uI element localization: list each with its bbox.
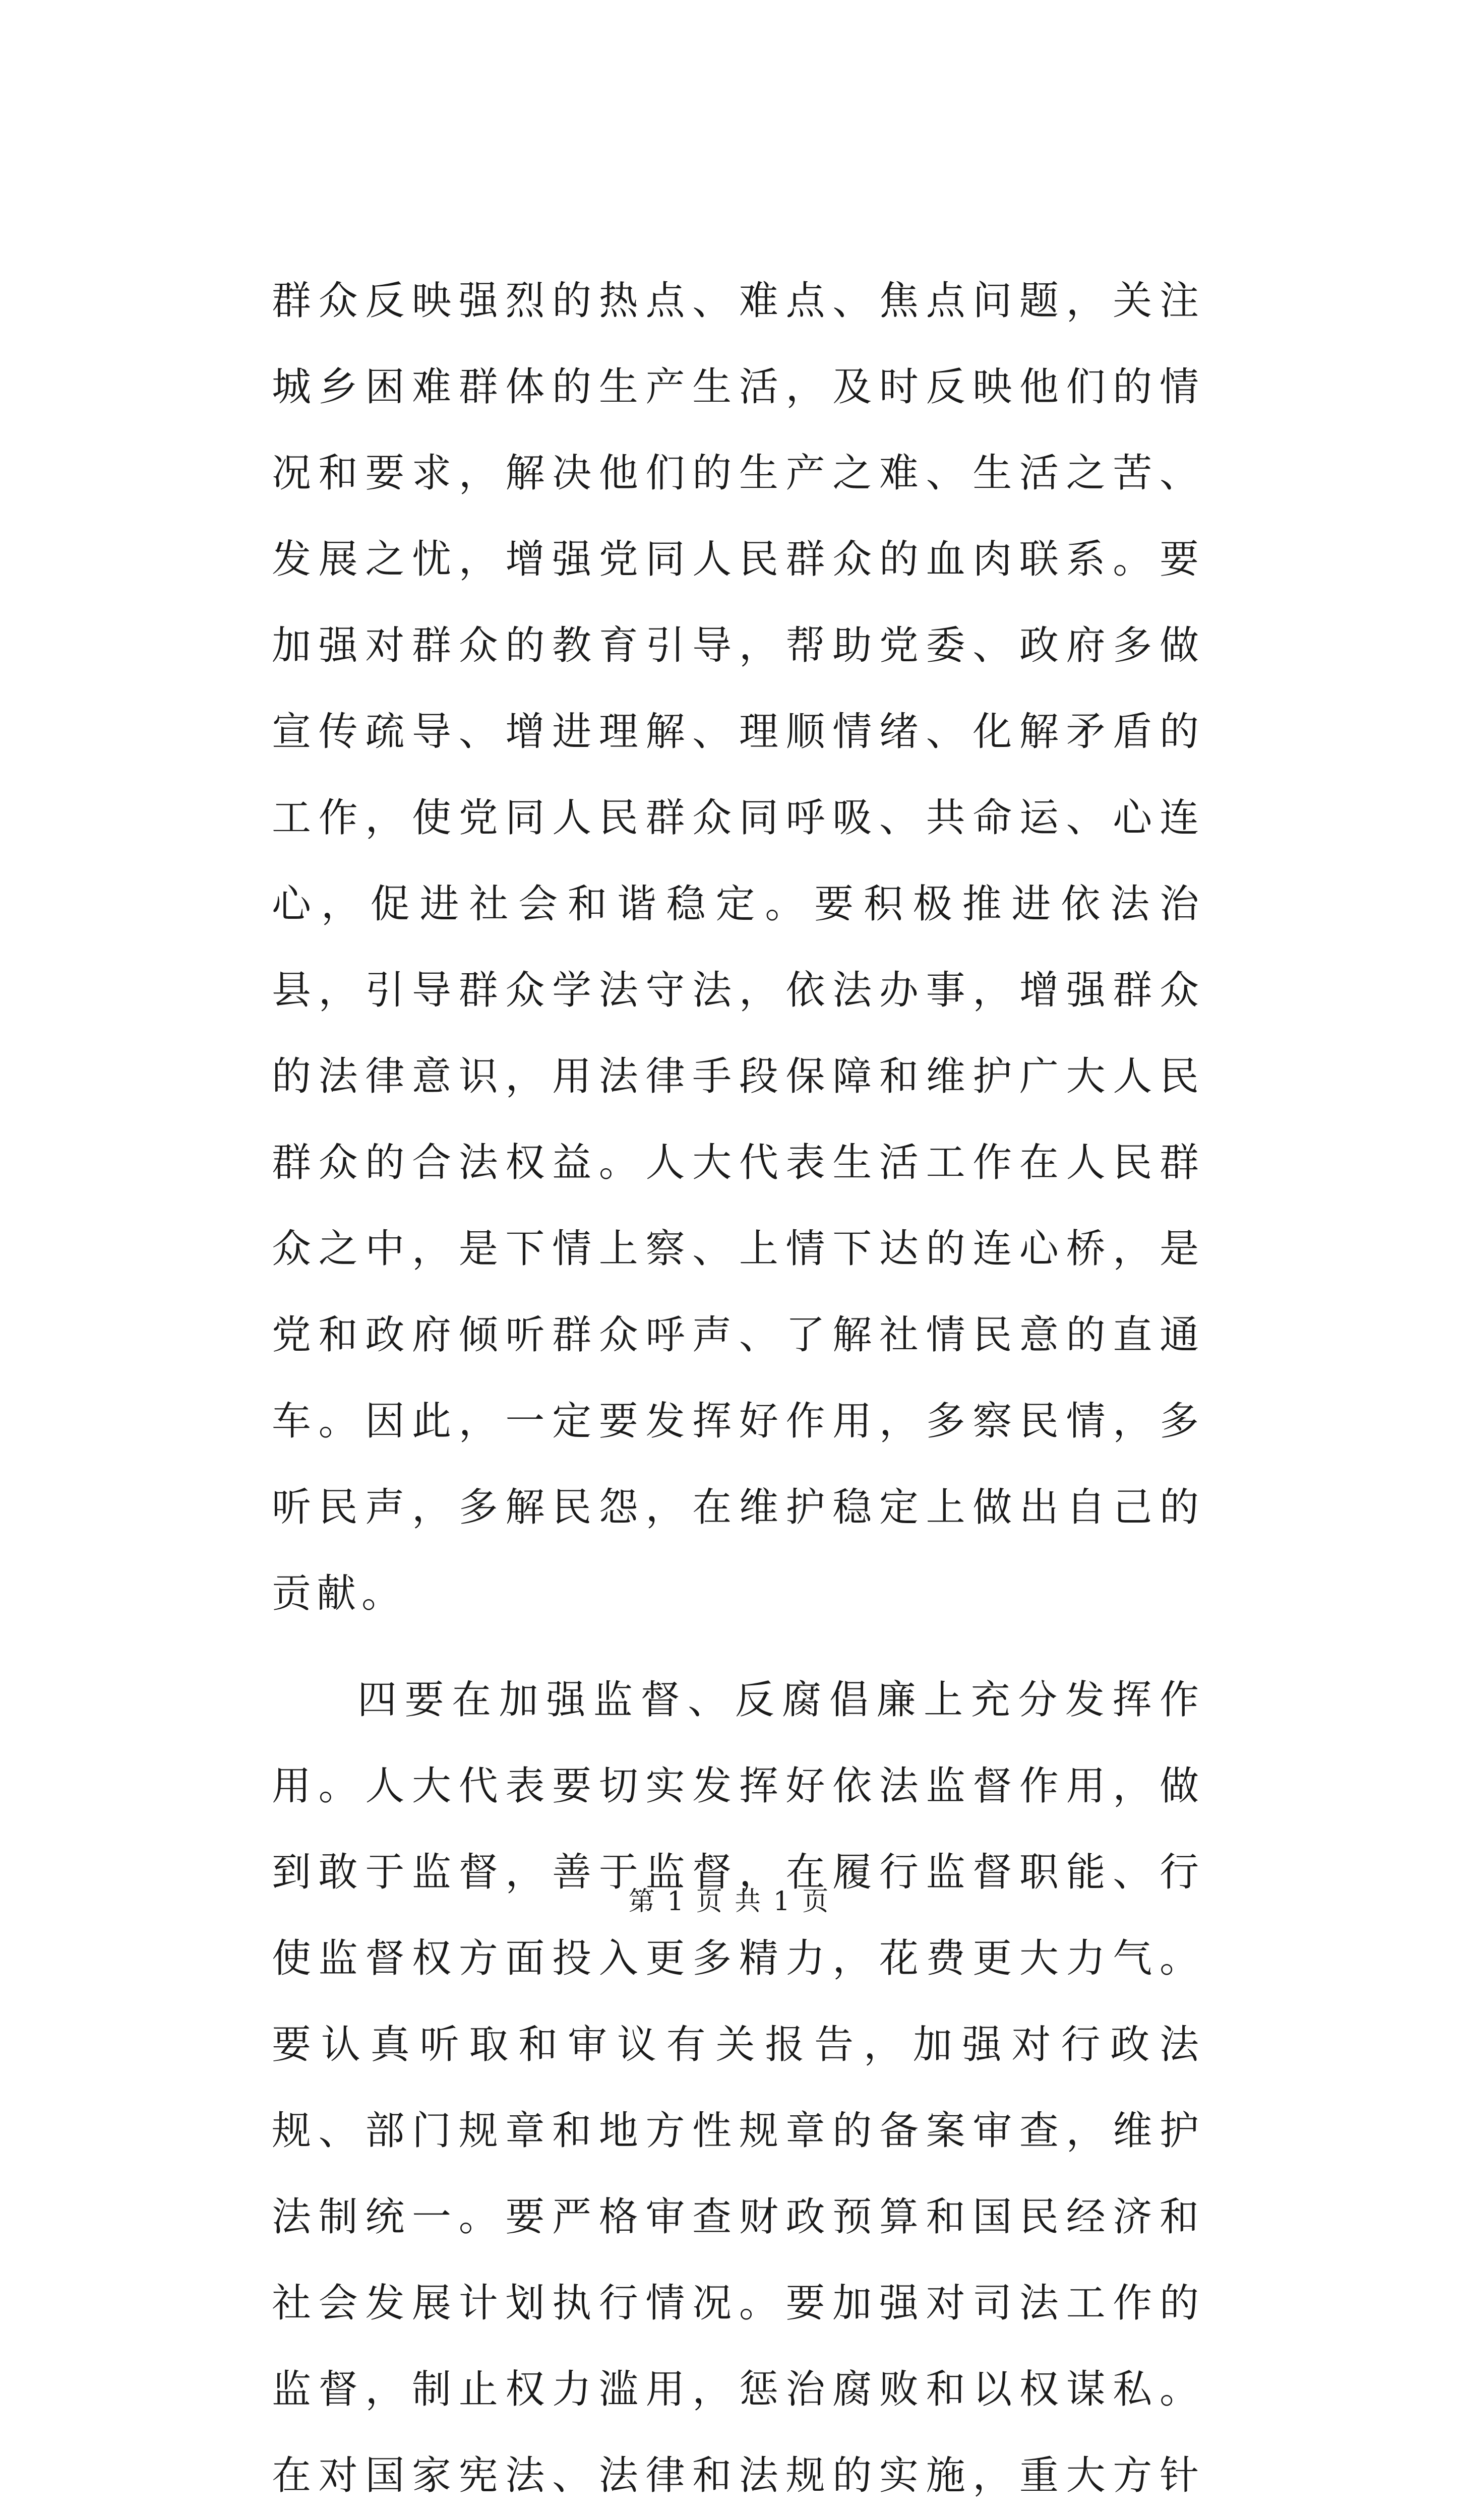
- page-number-footer: 第 1 页 共 1 页: [628, 1886, 831, 1917]
- paragraph-gap: [272, 1637, 1204, 1657]
- document-body: [272, 258, 1204, 2520]
- paragraph-continued: 群众反映强烈的热点、难点、焦点问题，关注城乡困难群体的生产生活，及时反映他们的情况和要求，解决他们的生产之难、生活之苦、发展之忧，增强党同人民群众的血肉联系。要加强对群众的教育引导，帮助党委、政府多做宣传疏导、增进理解、理顺情绪、化解矛盾的工作，使党同人民群众同呼吸、共命运、心连心，促进社会和谐稳定。要积极推进依法治县，引导群众学法守法，依法办事，增强群众的法律意识，用法律手段保障和维护广大人民群众的合法权益。人大代表生活工作在人民群众之中，是下情上察、上情下达的连心桥，是党和政府倾听群众呼声、了解社情民意的直通车。因此，一定要发挥好作用，多察民情，多听民声，多解民怨，在维护稳定上做出自己的贡献。: [272, 278, 1204, 1616]
- paragraph-supervision: 四要在加强监督、反腐倡廉上充分发挥作用。人大代表要切实发挥好依法监督作用，做到敢于监督，善于监督，在履行监督职能、行使监督权方面投入更多精力，花费更大力气。要认真听取和审议有关报告，加强对行政法规、部门规章和地方性规章的备案审查，维护法制统一。要严格审查财政预算和国民经济和社会发展计划执行情况。要加强对司法工作的监督，制止权力滥用，惩治腐败和以权谋私。在对国家宪法、法律和法规的实施，重大方针: [272, 1677, 1204, 2498]
